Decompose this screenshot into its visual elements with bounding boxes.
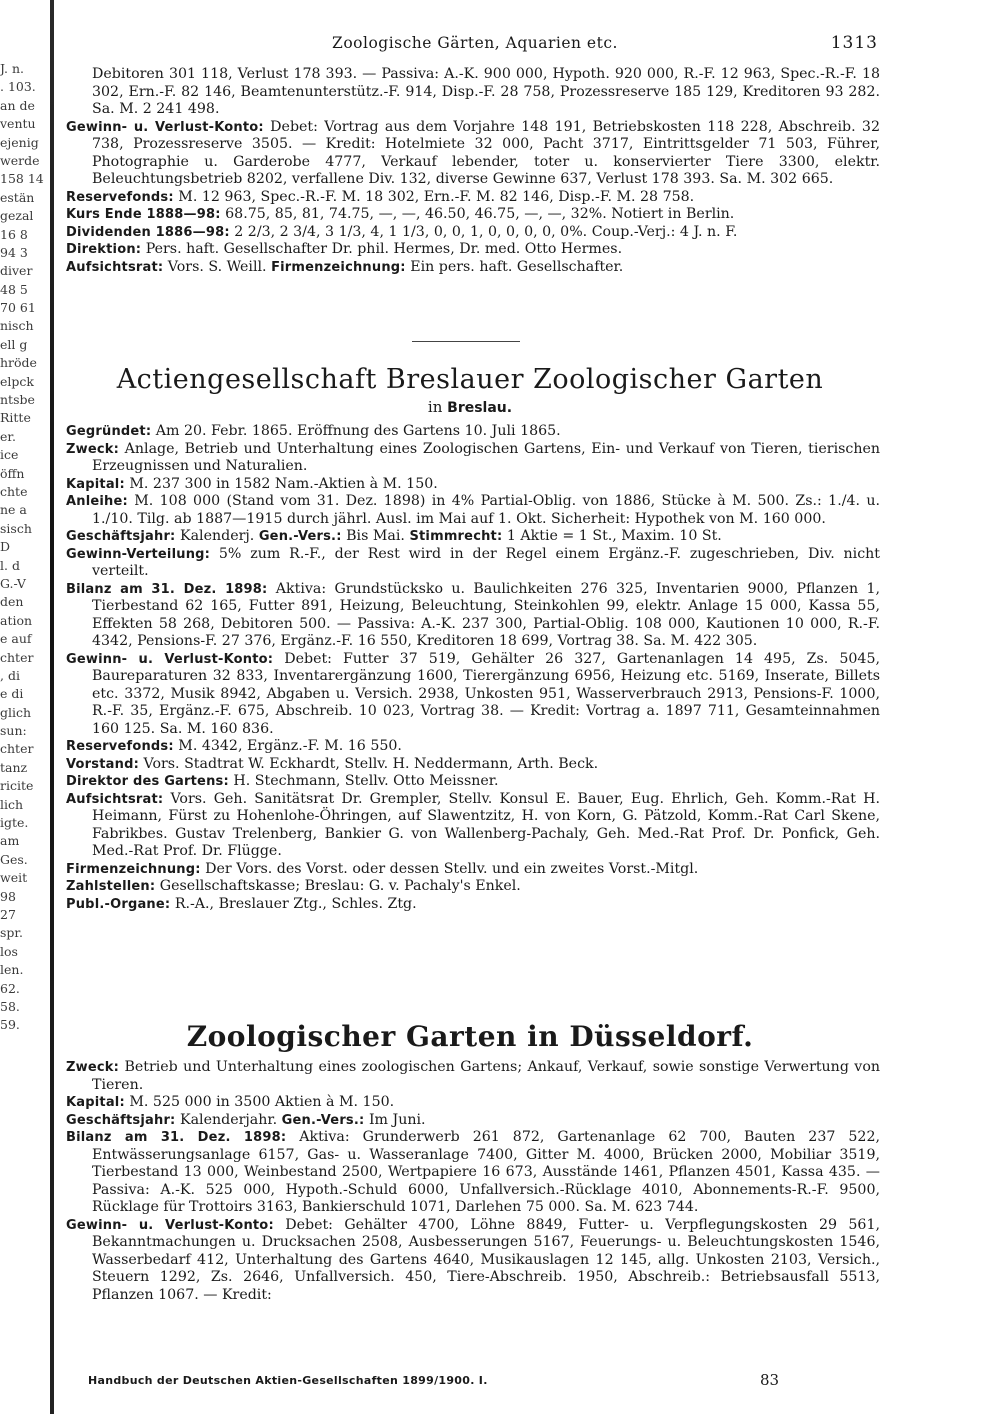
duesseldorf-entries xyxy=(66,1059,880,1304)
entry-text: M. 525 000 in 3500 Aktien à M. 150. xyxy=(129,1094,395,1110)
entry-label: Reservefonds: xyxy=(66,189,174,205)
entry-text: M. 108 000 (Stand vom 31. Dez. 1898) in 4% Partial-Oblig. von 1886, Stücke à M. 500. Zs.: 1./4. u. 1./10. Tilg. ab 1887—1915 durch jährl. Ausl. im Mai auf 1. Okt. Sicherheit: Hypothek von M. 160 000. xyxy=(92,493,880,527)
gutter-fragment: elpck xyxy=(0,373,34,389)
entry-paragraph xyxy=(66,423,880,441)
entry-paragraph xyxy=(66,1129,880,1217)
gutter-fragment: D xyxy=(0,539,11,555)
gutter-fragment: len. xyxy=(0,962,24,978)
entry-label: Zweck: xyxy=(66,1060,120,1075)
breslau-entries xyxy=(66,423,880,913)
footer-signature: 83 xyxy=(760,1371,780,1389)
gutter-fragment: 58. xyxy=(0,998,20,1014)
gutter-fragment: 59. xyxy=(0,1017,20,1033)
entry-label: Zweck: xyxy=(66,441,120,457)
previous-aufsicht-entry xyxy=(66,259,880,277)
entry-label: Gewinn-Verteilung: xyxy=(66,546,211,562)
gutter-fragment: chter xyxy=(0,741,34,757)
gutter-fragment: 158 14 xyxy=(0,171,44,187)
gutter-fragment: ntsbe xyxy=(0,392,35,408)
entry-text: Vors. S. Weill. xyxy=(167,258,267,275)
entry-paragraph xyxy=(66,528,880,546)
entry-text: Anlage, Betrieb und Unterhaltung eines Zoologischen Gartens, Ein- und Verkauf von Tieren, tierischen Erzeugnissen und Naturalien. xyxy=(92,440,880,474)
gutter-fragment: e auf xyxy=(0,631,32,647)
entry-text: R.-A., Breslauer Ztg., Schles. Ztg. xyxy=(174,895,417,912)
entry-label: Geschäftsjahr: xyxy=(66,529,176,544)
previous-dividend-entry xyxy=(66,224,880,242)
entry-label: Kapital: xyxy=(66,1095,125,1110)
section-divider xyxy=(412,341,520,342)
entry-text: Der Vors. des Vorst. oder dessen Stellv. und ein zweites Vorst.-Mitgl. xyxy=(205,860,699,877)
gutter-fragment: den xyxy=(0,594,24,610)
entry-text: Debet: Futter 37 519, Gehälter 26 327, Gartenanlagen 14 495, Zs. 5045, Baureparaturen 32 833, Inventarergänzung 1600, Tierergänzung 6956, Heizung etc. 5169, Inserate, Billets etc. 3372, Musik 8942, Abgaben u. Versich. 2938, Unkosten 951, Wasserverbrauch 2913, Pensions-F. 1000, R.-F. 35, Ergänz.-F. 675, Abschreib. 10 023, Vortrag 38. — Kredit: Vortrag a. 1897 711, Gesamteinnahmen 160 125. Sa. M. 160 836. xyxy=(92,650,880,737)
entry-label: Gewinn- u. Verlust-Konto: xyxy=(66,1217,274,1233)
previous-company-section xyxy=(66,66,880,276)
gutter-fragment: am xyxy=(0,833,20,849)
entry-label: Geschäftsjahr: xyxy=(66,1112,176,1128)
gutter-fragment: ice xyxy=(0,447,19,463)
gutter-fragment: er. xyxy=(0,428,16,444)
entry-label: Aufsichtsrat: xyxy=(66,791,164,807)
entry-label: Publ.-Organe: xyxy=(66,896,171,912)
entry-text: M. 237 300 in 1582 Nam.-Aktien à M. 150. xyxy=(129,475,438,492)
entry-text: Kalenderj. xyxy=(179,528,255,544)
entry-text: M. 4342, Ergänz.-F. M. 16 550. xyxy=(178,738,402,754)
gutter-fragment: Ges. xyxy=(0,851,28,867)
entry-label: Direktion: xyxy=(66,242,142,257)
gutter-fragment: ell g xyxy=(0,336,28,352)
entry-paragraph xyxy=(66,1112,880,1130)
gutter-fragment: los xyxy=(0,943,18,959)
gutter-fragment: öffn xyxy=(0,465,25,481)
page-number: 1313 xyxy=(830,33,878,53)
gutter-fragment: 62. xyxy=(0,980,20,996)
duesseldorf-company-title: Zoologischer Garten in Düsseldorf. xyxy=(186,1020,754,1053)
entry-paragraph xyxy=(66,546,880,581)
entry-paragraph xyxy=(66,738,880,756)
gutter-fragment: spr. xyxy=(0,925,23,941)
entry-label: Kapital: xyxy=(66,476,125,492)
gutter-fragment: gezal xyxy=(0,208,34,224)
entry-paragraph xyxy=(66,441,880,476)
entry-paragraph xyxy=(66,581,880,651)
previous-kurs-entry xyxy=(66,206,880,224)
entry-paragraph xyxy=(66,861,880,879)
entry-text: Vors. Geh. Sanitätsrat Dr. Grempler, Stellv. Konsul E. Bauer, Eug. Ehrlich, Geh. Komm.-Rat H. Heimann, Fürst zu Hohenlohe-Öhringen, auf Slawentzitz, H. von Korn, G. Pätzold, Komm.-Rat Carl Skene, Fabrikbes. Gustav Trelenberg, Bankier G. von Wallenberg-Pachaly, Geh. Med.-Rat Prof. Dr. Ponfick, Geh. Med.-Rat Prof. Dr. Flügge. xyxy=(92,790,881,859)
entry-paragraph xyxy=(66,476,880,494)
gutter-fragment: sisch xyxy=(0,520,32,536)
entry-paragraph xyxy=(66,773,880,791)
entry-label: Gegründet: xyxy=(66,424,152,439)
gutter-fragment: , di xyxy=(0,667,20,683)
gutter-fragment: ventu xyxy=(0,116,36,132)
entry-text: 1 Aktie = 1 St., Maxim. 10 St. xyxy=(506,528,722,544)
entry-label: Kurs Ende 1888—98: xyxy=(66,207,221,222)
entry-label: Gen.-Vers.: xyxy=(281,1112,365,1128)
entry-paragraph xyxy=(66,493,880,528)
entry-paragraph xyxy=(66,756,880,774)
entry-paragraph xyxy=(66,878,880,896)
gutter-fragment: tanz xyxy=(0,759,28,775)
entry-paragraph xyxy=(66,1094,880,1112)
previous-balance-text: Debitoren 301 118, Verlust 178 393. — Passiva: A.-K. 900 000, Hypoth. 920 000, R.-F. 12 963, Spec.-R.-F. 18 302, Ern.-F. 82 146, Beamtenunterstütz.-F. 914, Disp.-F. 28 758, Prozessreserve 185 129, Kreditoren 93 282. Sa. M. 2 241 498. xyxy=(92,66,880,117)
entry-paragraph xyxy=(66,791,880,861)
entry-label: Reservefonds: xyxy=(66,739,174,754)
breslau-company-title: Actiengesellschaft Breslauer Zoologischer Garten xyxy=(116,364,824,395)
entry-text: Betrieb und Unterhaltung eines zoologischen Gartens; Ankauf, Verkauf, sowie sonstige Verwertung von Tieren. xyxy=(92,1059,881,1093)
previous-direktion-entry xyxy=(66,241,880,259)
entry-text: Bis Mai. xyxy=(346,528,405,544)
gutter-fragment: ation xyxy=(0,612,33,628)
entry-text: Vors. Stadtrat W. Eckhardt, Stellv. H. Neddermann, Arth. Beck. xyxy=(143,755,599,772)
gutter-fragment: G.-V xyxy=(0,575,26,591)
gutter-fragment: . 103. xyxy=(0,79,36,95)
running-head: Zoologische Gärten, Aquarien etc. xyxy=(332,34,618,52)
gutter-fragment: an de xyxy=(0,97,35,113)
entry-text: 68.75, 85, 81, 74.75, —, —, 46.50, 46.75, —, —, 32%. Notiert in Berlin. xyxy=(225,206,735,222)
entry-label: Gen.-Vers.: xyxy=(258,529,342,544)
entry-text: Ein pers. haft. Gesellschafter. xyxy=(410,258,624,275)
entry-text: Debet: Vortrag aus dem Vorjahre 148 191, Betriebskosten 118 228, Abschreib. 32 738, Prozessreserve 3505. — Kredit: Hotelmiete 32 000, Pacht 3717, Eintrittsgelder 71 503, Führer, Photographie u. Garderobe 4777, Verkauf lebender, toter u. konservierter Tiere 3300, elektr. Beleuchtungsbetrieb 8202, verfallene Div. 132, diverse Gewinne 637, Verlust 178 393. Sa. M. 302 665. xyxy=(92,118,880,187)
entry-text: Aktiva: Grundstücksko u. Baulichkeiten 276 325, Inventarien 9000, Pflanzen 1, Tierbestand 62 165, Futter 891, Heizung, Beleuchtung, Steinkohlen 99, elektr. Anlage 15 000, Kassa 55, Effekten 58 268, Debitoren 500. — Passiva: A.-K. 237 300, Partial-Oblig. 108 000, Kautionen 10 000, R.-F. 4342, Pensions-F. 27 376, Ergänz.-F. 16 550, Kreditoren 18 699, Vortrag 38. Sa. M. 422 305. xyxy=(92,580,880,649)
entry-text: Pers. haft. Gesellschafter Dr. phil. Hermes, Dr. med. Otto Hermes. xyxy=(145,241,623,257)
entry-label: Direktor des Gartens: xyxy=(66,774,229,789)
gutter-fragment: lich xyxy=(0,796,24,812)
binding-shadow xyxy=(50,0,54,1414)
gutter-fragment: werde xyxy=(0,152,40,168)
entry-label: Firmenzeichnung: xyxy=(271,259,406,275)
gutter-fragment: igte. xyxy=(0,815,29,831)
gutter-fragment: 27 xyxy=(0,906,16,922)
location-prefix: in xyxy=(427,398,443,416)
entry-label: Stimmrecht: xyxy=(409,529,503,544)
entry-text: Im Juni. xyxy=(368,1111,426,1128)
gutter-fragment: weit xyxy=(0,870,28,886)
gutter-fragment: chte xyxy=(0,483,28,499)
entry-text: 2 2/3, 2 3/4, 3 1/3, 4, 1 1/3, 0, 0, 1, 0, 0, 0, 0, 0%. Coup.-Verj.: 4 J. n. F. xyxy=(234,223,738,240)
entry-text: H. Stechmann, Stellv. Otto Meissner. xyxy=(233,773,499,789)
gutter-fragment: chter xyxy=(0,649,34,665)
entry-label: Bilanz am 31. Dez. 1898: xyxy=(66,1130,287,1145)
gutter-fragment: 16 8 xyxy=(0,226,28,242)
gutter-fragment: hröde xyxy=(0,355,37,371)
gutter-fragment: ricite xyxy=(0,778,34,794)
footer-book-title: Handbuch der Deutschen Aktien-Gesellschaften 1899/1900. I. xyxy=(88,1374,488,1387)
gutter-fragment: J. n. xyxy=(0,61,25,76)
entry-label: Anleihe: xyxy=(66,494,128,509)
entry-paragraph xyxy=(66,651,880,739)
entry-paragraph xyxy=(66,1059,880,1094)
entry-text: Am 20. Febr. 1865. Eröffnung des Gartens 10. Juli 1865. xyxy=(155,423,561,439)
breslau-location xyxy=(60,398,880,416)
entry-label: Gewinn- u. Verlust-Konto: xyxy=(66,119,264,135)
gutter-fragment: Ritte xyxy=(0,410,31,426)
previous-gewinn-entry xyxy=(66,119,880,189)
entry-label: Aufsichtsrat: xyxy=(66,259,164,275)
entry-text: Gesellschaftskasse; Breslau: G. v. Pachaly's Enkel. xyxy=(159,878,521,894)
gutter-fragment: estän xyxy=(0,189,35,205)
gutter-fragment: 98 xyxy=(0,888,16,904)
gutter-fragment: nisch xyxy=(0,318,34,334)
entry-label: Bilanz am 31. Dez. 1898: xyxy=(66,581,268,597)
entry-paragraph xyxy=(66,1217,880,1305)
previous-reserve-entry xyxy=(66,189,880,207)
entry-text: M. 12 963, Spec.-R.-F. M. 18 302, Ern.-F. M. 82 146, Disp.-F. M. 28 758. xyxy=(178,188,695,205)
entry-label: Zahlstellen: xyxy=(66,879,156,894)
gutter-fragment: 48 5 xyxy=(0,281,28,297)
gutter-fragment: 94 3 xyxy=(0,244,28,260)
gutter-fragment: l. d xyxy=(0,557,20,573)
entry-text: Aktiva: Grunderwerb 261 872, Gartenanlage 62 700, Bauten 237 522, Entwässerungsanlage 6157, Gas- u. Wasseranlage 7400, Gitter M. 4000, Brücken 2000, Mobiliar 3519, Tierbestand 13 000, Weinbestand 2500, Wertpapiere 16 673, Ausstände 1461, Pflanzen 4501, Kassa 435. — Passiva: A.-K. 525 000, Hypoth.-Schuld 6000, Unfallversich.-Rücklage 4010, Abonnements-R.-F. 9500, Rücklage für Trottoirs 3163, Bankierschuld 1071, Darlehen 75 000. Sa. M. 623 744. xyxy=(92,1129,880,1215)
entry-label: Firmenzeichnung: xyxy=(66,861,201,877)
gutter-fragment: ejenig xyxy=(0,134,39,150)
gutter-fragment: ne a xyxy=(0,502,27,518)
gutter-fragment: diver xyxy=(0,263,33,279)
entry-label: Gewinn- u. Verlust-Konto: xyxy=(66,651,274,667)
entry-paragraph xyxy=(66,896,880,914)
entry-label: Dividenden 1886—98: xyxy=(66,224,230,240)
location-name: Breslau. xyxy=(447,400,513,416)
entry-text: Debet: Gehälter 4700, Löhne 8849, Futter- u. Verpflegungskosten 29 561, Bekanntmachungen u. Drucksachen 2508, Ausbesserungen 5167, Feuerungs- u. Beleuchtungskosten 1546, Wasserbedarf 412, Unterhaltung des Gartens 4640, Musikauslagen 12 145, allg. Unkosten 2103, Versich., Steuern 1292, Zs. 2646, Unfallversich. 450, Tiere-Abschreib. 1950, Abschreib.: Betriebsausfall 5513, Pflanzen 1067. — Kredit: xyxy=(92,1216,880,1303)
entry-text: Kalenderjahr. xyxy=(179,1111,278,1128)
gutter-fragment: e di xyxy=(0,686,24,702)
gutter-fragment: glich xyxy=(0,704,32,720)
entry-text: 5% zum R.-F., der Rest wird in der Regel einem Ergänz.-F. zugeschrieben, Div. nicht verteilt. xyxy=(92,545,880,579)
entry-label: Vorstand: xyxy=(66,756,139,772)
gutter-fragment: 70 61 xyxy=(0,300,36,316)
gutter-fragment: sun: xyxy=(0,723,27,739)
